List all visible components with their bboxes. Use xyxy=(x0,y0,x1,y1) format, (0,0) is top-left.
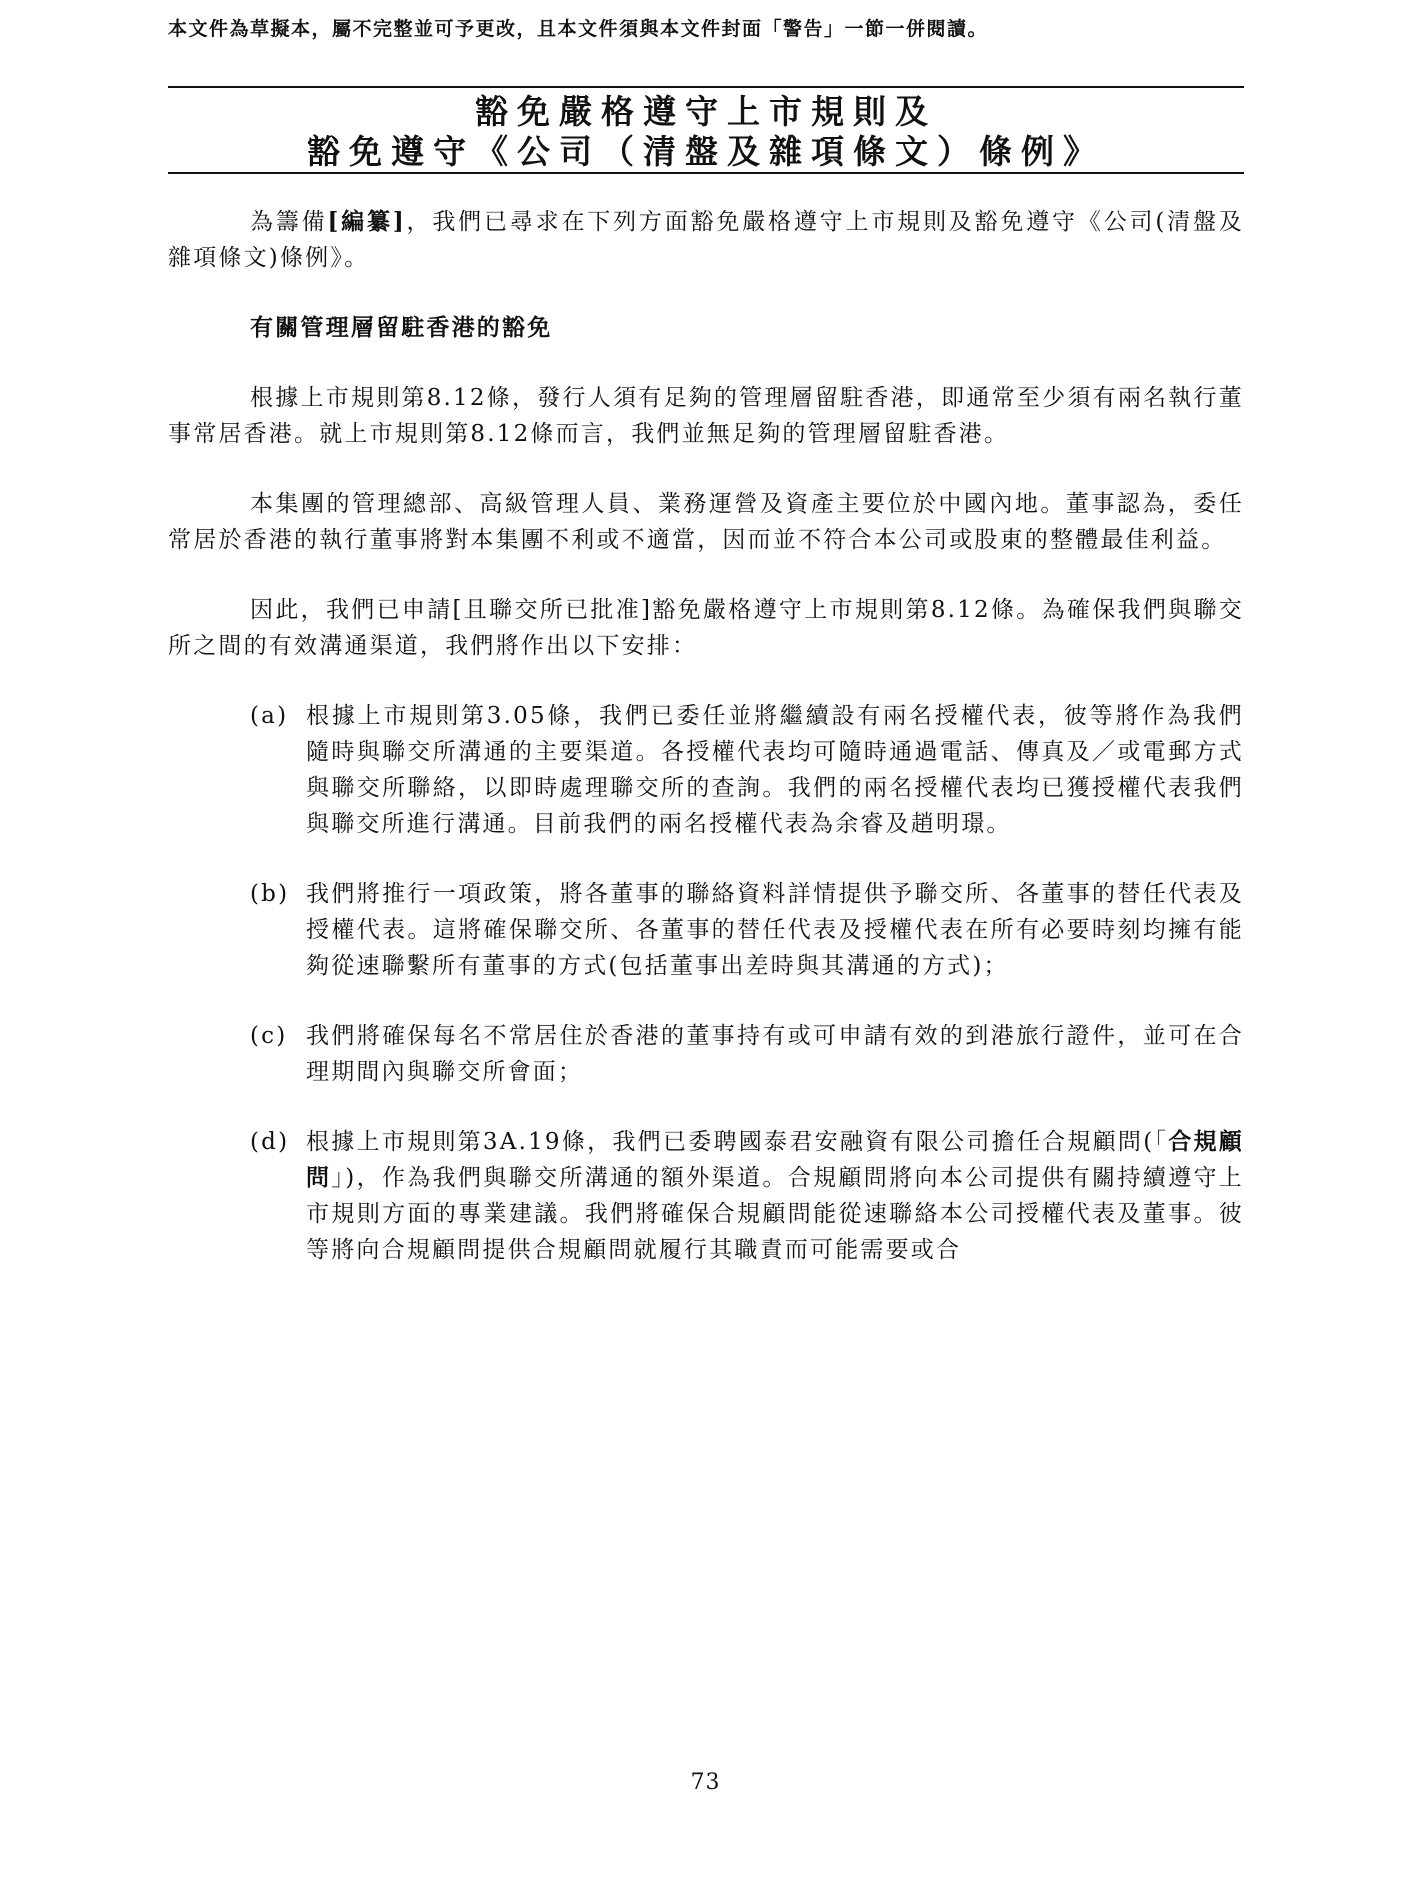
list-item-a xyxy=(250,698,1244,842)
page-title xyxy=(168,92,1244,172)
paragraph-waiver-application: 因此，我們已申請[且聯交所已批准]豁免嚴格遵守上市規則第8.12條。為確保我們與聯交所之間的有效溝通渠道，我們將作出以下安排： xyxy=(168,597,1244,659)
paragraph-rule-8-12: 根據上市規則第8.12條，發行人須有足夠的管理層留駐香港，即通常至少須有兩名執行董事常居香港。就上市規則第8.12條而言，我們並無足夠的管理層留駐香港。 xyxy=(168,385,1244,447)
list-item-label: (c) xyxy=(250,1023,288,1049)
list-item-text: 我們將推行一項政策，將各董事的聯絡資料詳情提供予聯交所、各董事的替任代表及授權代表。這將確保聯交所、各董事的替任代表及授權代表在所有必要時刻均擁有能夠從速聯繫所有董事的方式(包括董事出差時與其溝通的方式)； xyxy=(306,881,1244,979)
list-item-b xyxy=(250,876,1244,984)
title-rule-bottom xyxy=(168,172,1244,174)
list-item-c xyxy=(250,1018,1244,1090)
title-line-1: 豁免嚴格遵守上市規則及 xyxy=(475,92,937,131)
list-item-label: (a) xyxy=(250,703,289,729)
page-number: 73 xyxy=(690,1770,721,1795)
document-body xyxy=(168,204,1244,1302)
section-heading: 有關管理層留駐香港的豁免 xyxy=(250,314,553,341)
list-item-label: (d) xyxy=(250,1129,290,1155)
list-item-text-before: 根據上市規則第3A.19條，我們已委聘國泰君安融資有限公司擔任合規顧問(「 xyxy=(306,1129,1169,1155)
list-item-text-after: 」)，作為我們與聯交所溝通的額外渠道。合規顧問將向本公司提供有關持續遵守上市規則方面的專業建議。我們將確保合規顧問能從速聯絡本公司授權代表及董事。彼等將向合規顧問提供合規顧問就履行其職責而可能需要或合 xyxy=(306,1165,1245,1263)
draft-notice: 本文件為草擬本，屬不完整並可予更改，且本文件須與本文件封面「警告」一節一併閱讀。 xyxy=(168,18,989,40)
title-rule-top xyxy=(168,86,1244,88)
list-item-text xyxy=(306,1124,1244,1268)
intro-paragraph xyxy=(168,204,1244,276)
title-line-2: 豁免遵守《公司（清盤及雜項條文）條例》 xyxy=(307,132,1105,171)
intro-text-bold: [編纂] xyxy=(327,208,406,235)
list-item-d xyxy=(250,1124,1244,1268)
list-item-text: 根據上市規則第3.05條，我們已委任並將繼續設有兩名授權代表，彼等將作為我們隨時與聯交所溝通的主要渠道。各授權代表均可隨時通過電話、傳真及／或電郵方式與聯交所聯絡，以即時處理聯交所的查詢。我們的兩名授權代表均已獲授權代表我們與聯交所進行溝通。目前我們的兩名授權代表為余睿及趙明璟。 xyxy=(306,703,1244,837)
list-item-label: (b) xyxy=(250,881,290,907)
compliance-adviser-term: 合規顧問 xyxy=(306,1128,1244,1191)
paragraph-management-location: 本集團的管理總部、高級管理人員、業務運營及資產主要位於中國內地。董事認為，委任常居於香港的執行董事將對本集團不利或不適當，因而並不符合本公司或股東的整體最佳利益。 xyxy=(168,491,1244,553)
list-item-text: 我們將確保每名不常居住於香港的董事持有或可申請有效的到港旅行證件，並可在合理期間內與聯交所會面； xyxy=(306,1023,1244,1085)
intro-text-after: ，我們已尋求在下列方面豁免嚴格遵守上市規則及豁免遵守《公司(清盤及雜項條文)條例》。 xyxy=(168,209,1244,271)
intro-text-before: 為籌備 xyxy=(250,209,328,235)
